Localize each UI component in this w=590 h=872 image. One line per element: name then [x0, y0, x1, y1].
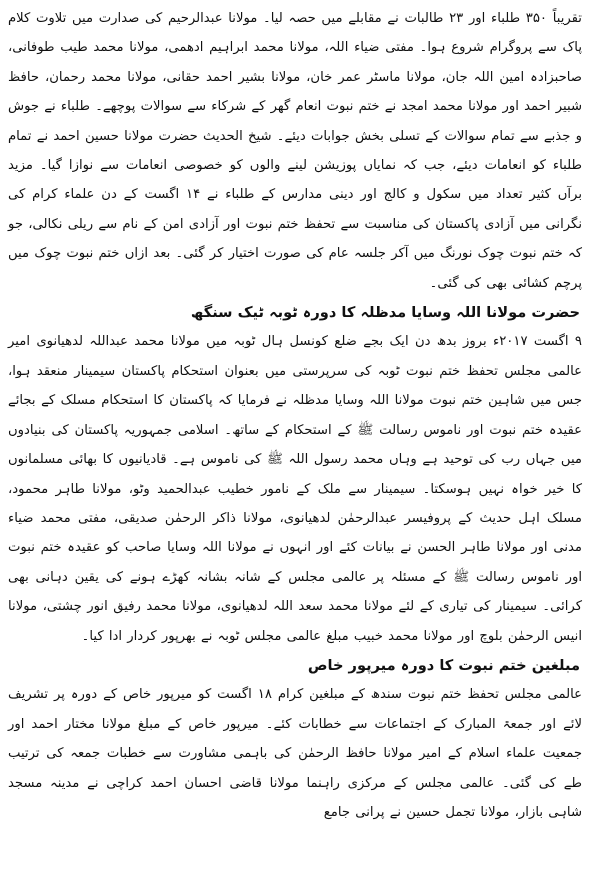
article-page	[8, 4, 582, 827]
mirpur-khas-paragraph: عالمی مجلس تحفظ ختم نبوت سندھ کے مبلغین کرام ۱۸ اگست کو میرپور خاص کے دورہ پر تشریف لائے اور جمعۃ المبارک کے اجتماعات سے خطابات کئے۔ میرپور خاص کے مبلغ مولانا مختار احمد اور جمعیت علماء اسلام کے امیر مولانا حافظ الرحمٰن کی باہمی مشاورت سے خطبات جمعہ کی ترتیب طے کی گئی۔ عالمی مجلس کے مرکزی راہنما مولانا قاضی احسان احمد کراچی نے مدینہ مسجد شاہی بازار، مولانا تجمل حسین نے پرانی جامع	[8, 687, 583, 820]
toba-tek-singh-paragraph: ۹ اگست ۲۰۱۷ء بروز بدھ دن ایک بجے ضلع کونسل ہال ٹوبہ میں مولانا محمد عبداللہ لدھیانوی امیر عالمی مجلس تحفظ ختم نبوت ٹوبہ کی سرپرستی میں بعنوان استحکام پاکستان سیمینار منعقد ہوا، جس میں شاہین ختم نبوت مولانا اللہ وسایا مدظلہ نے فرمایا کہ پاکستان کا استحکام مسلک کے بجائے عقیدہ ختم نبوت اور ناموس رسالت ﷺ کے استحکام کے ساتھ۔ اسلامی جمہوریہ پاکستان کی بنیادوں میں جہاں رب کی توحید ہے وہاں محمد رسول اللہ ﷺ کی ناموس ہے۔ قادیانیوں کا بھائی مسلمانوں کا خیر خواہ نہیں ہوسکتا۔ سیمینار سے ملک کے نامور خطیب عبدالحمید وٹو، مولانا طاہر محمود، مسلک اہل حدیث کے پروفیسر عبدالرحمٰن لدھیانوی، مولانا ذاکر الرحمٰن صدیقی، مفتی محمد ضیاء مدنی اور مولانا طاہر الحسن نے بیانات کئے اور انہوں نے مولانا اللہ وسایا صاحب کو عقیدہ ختم نبوت اور ناموس رسالت ﷺ کے مسئلہ پر عالمی مجلس کے شانہ بشانہ کھڑے ہونے کی یقین دہانی بھی کرائی۔ سیمینار کی تیاری کے لئے مولانا محمد سعد اللہ لدھیانوی، مولانا محمد رفیق انور چشتی، مولانا انیس الرحمٰن بلوچ اور مولانا محمد خبیب مبلغ عالمی مجلس ٹوبہ نے بھرپور کردار ادا کیا۔	[8, 334, 582, 644]
mirpur-khas-heading: مبلغین ختم نبوت کا دورہ میرپور خاص	[307, 656, 580, 674]
toba-tek-singh-heading: حضرت مولانا اللہ وسایا مدظلہ کا دورہ ٹوبہ ٹیک سنگھ	[190, 304, 580, 322]
intro-paragraph: تقریباً ۳۵۰ طلباء اور ۲۳ طالبات نے مقابلے میں حصہ لیا۔ مولانا عبدالرحیم کی صدارت میں تلاوت کلام پاک سے پروگرام شروع ہوا۔ مفتی ضیاء اللہ، مولانا محمد ابراہیم ادھمی، مولانا محمد طیب طوفانی، صاحبزادہ امین اللہ جان، مولانا ماسٹر عمر خان، مولانا بشیر احمد حقانی، مولانا محمد رحمان، حافظ شبیر احمد اور مولانا محمد امجد نے ختم نبوت انعام گھر کے شرکاء سے سوالات پوچھے۔ طلباء نے جوش و جذبے سے تمام سوالات کے تسلی بخش جوابات دیئے۔ شیخ الحدیث حضرت مولانا حسین احمد نے تمام طلباء کو انعامات دیئے، جب کہ نمایاں پوزیشن لینے والوں کو خصوصی انعامات سے نوازا گیا۔ مزید برآں کثیر تعداد میں سکول و کالج اور دینی مدارس کے طلباء نے ۱۴ اگست کے دن علماء کرام کی نگرانی میں آزادی پاکستان کی مناسبت سے تحفظ ختم نبوت اور آزادی امن کے نام سے ریلی نکالی، جو کہ ختم نبوت چوک نورنگ میں آکر جلسہ عام کی صورت اختیار کر گئی۔ بعد ازاں ختم نبوت چوک میں پرچم کشائی بھی کی گئی۔	[8, 11, 582, 291]
